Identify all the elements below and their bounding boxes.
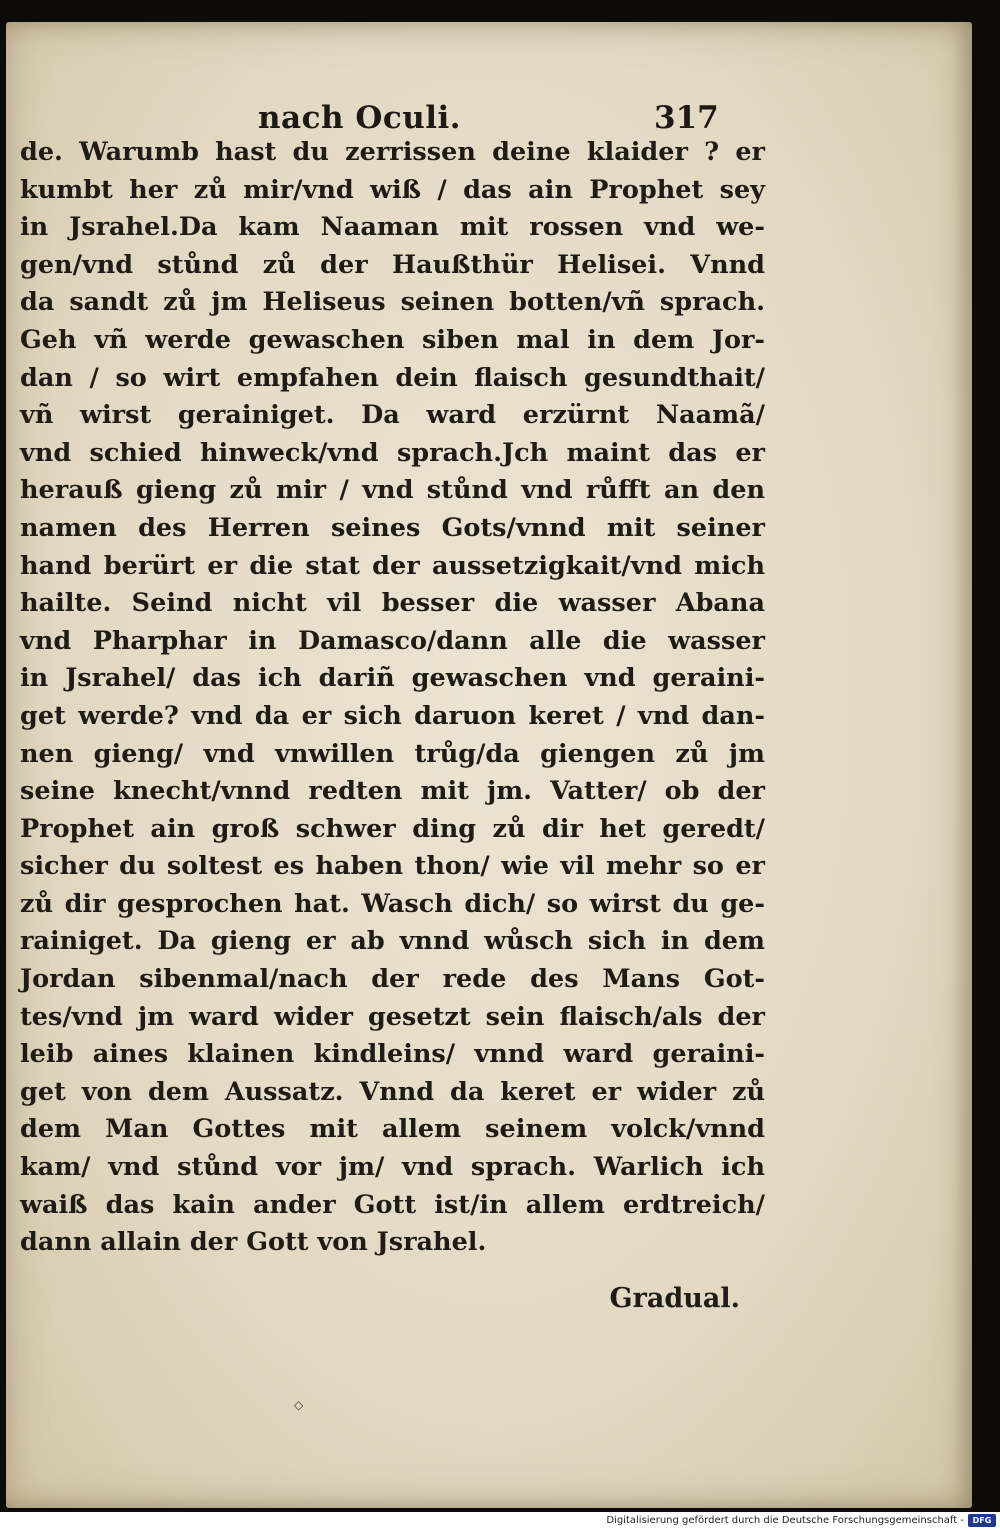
text-line: get von dem Aussatz. Vnnd da keret er wider zů xyxy=(20,1076,765,1107)
printer-ornament-icon: ◇ xyxy=(294,1398,304,1412)
text-line: vnd Pharphar in Damasco/dann alle die wasser xyxy=(20,625,765,656)
text-line: gen/vnd stůnd zů der Haußthür Helisei. Vnnd xyxy=(20,249,765,280)
text-line: vñ wirst gerainiget. Da ward erzürnt Naamã/ xyxy=(20,400,765,431)
text-line: hailte. Seind nicht vil besser die wasser Abana xyxy=(20,588,765,619)
text-line: get werde? vnd da er sich daruon keret / vnd dan- xyxy=(20,700,765,731)
text-line: kumbt her zů mir/vnd wiß / das ain Prophet sey xyxy=(20,174,765,205)
page-number: 317 xyxy=(654,100,719,136)
text-line: rainiget. Da gieng er ab vnnd wůsch sich in dem xyxy=(20,926,765,957)
text-line: in Jsrahel.Da kam Naaman mit rossen vnd we- xyxy=(20,212,765,243)
text-line: waiß das kain ander Gott ist/in allem erdtreich/ xyxy=(20,1189,765,1220)
running-title: nach Oculi. xyxy=(258,100,462,136)
text-line: de. Warumb hast du zerrissen deine klaider ? er xyxy=(20,137,765,167)
body-text xyxy=(20,134,765,1262)
text-line: hand berürt er die stat der aussetzigkait/vnd mich xyxy=(20,550,765,581)
text-line: leib aines klainen kindleins/ vnnd ward geraini- xyxy=(20,1039,765,1070)
text-line: tes/vnd jm ward wider gesetzt sein flaisch/als der xyxy=(20,1001,765,1032)
text-line: namen des Herren seines Gots/vnnd mit seiner xyxy=(20,512,765,543)
digitization-footer xyxy=(0,1512,1000,1530)
catchword: Gradual. xyxy=(609,1283,740,1314)
text-line: sicher du soltest es haben thon/ wie vil mehr so er xyxy=(20,851,765,882)
dfg-logo-icon: DFG xyxy=(968,1514,996,1527)
text-line: dan / so wirt empfahen dein flaisch gesundthait/ xyxy=(20,362,765,393)
funding-credit: Digitalisierung gefördert durch die Deutsche Forschungsgemeinschaft - xyxy=(606,1515,964,1526)
text-line: Jordan sibenmal/nach der rede des Mans Got- xyxy=(20,964,765,995)
text-line: zů dir gesprochen hat. Wasch dich/ so wirst du ge- xyxy=(20,888,765,919)
text-line: dem Man Gottes mit allem seinem volck/vnnd xyxy=(20,1114,765,1145)
text-line: dann allain der Gott von Jsrahel. xyxy=(20,1227,487,1258)
text-line: da sandt zů jm Heliseus seinen botten/vñ sprach. xyxy=(20,287,765,318)
text-line: herauß gieng zů mir / vnd stůnd vnd růfft an den xyxy=(20,475,765,506)
text-line: vnd schied hinweck/vnd sprach.Jch maint das er xyxy=(20,437,765,468)
text-line: in Jsrahel/ das ich dariñ gewaschen vnd geraini- xyxy=(20,663,765,694)
text-line: Geh vñ werde gewaschen siben mal in dem Jor- xyxy=(20,324,765,355)
text-line: seine knecht/vnnd redten mit jm. Vatter/ ob der xyxy=(20,776,765,807)
text-line: kam/ vnd stůnd vor jm/ vnd sprach. Warlich ich xyxy=(20,1152,765,1183)
text-line: Prophet ain groß schwer ding zů dir het geredt/ xyxy=(20,813,765,844)
text-line: nen gieng/ vnd vnwillen trůg/da giengen zů jm xyxy=(20,738,765,769)
